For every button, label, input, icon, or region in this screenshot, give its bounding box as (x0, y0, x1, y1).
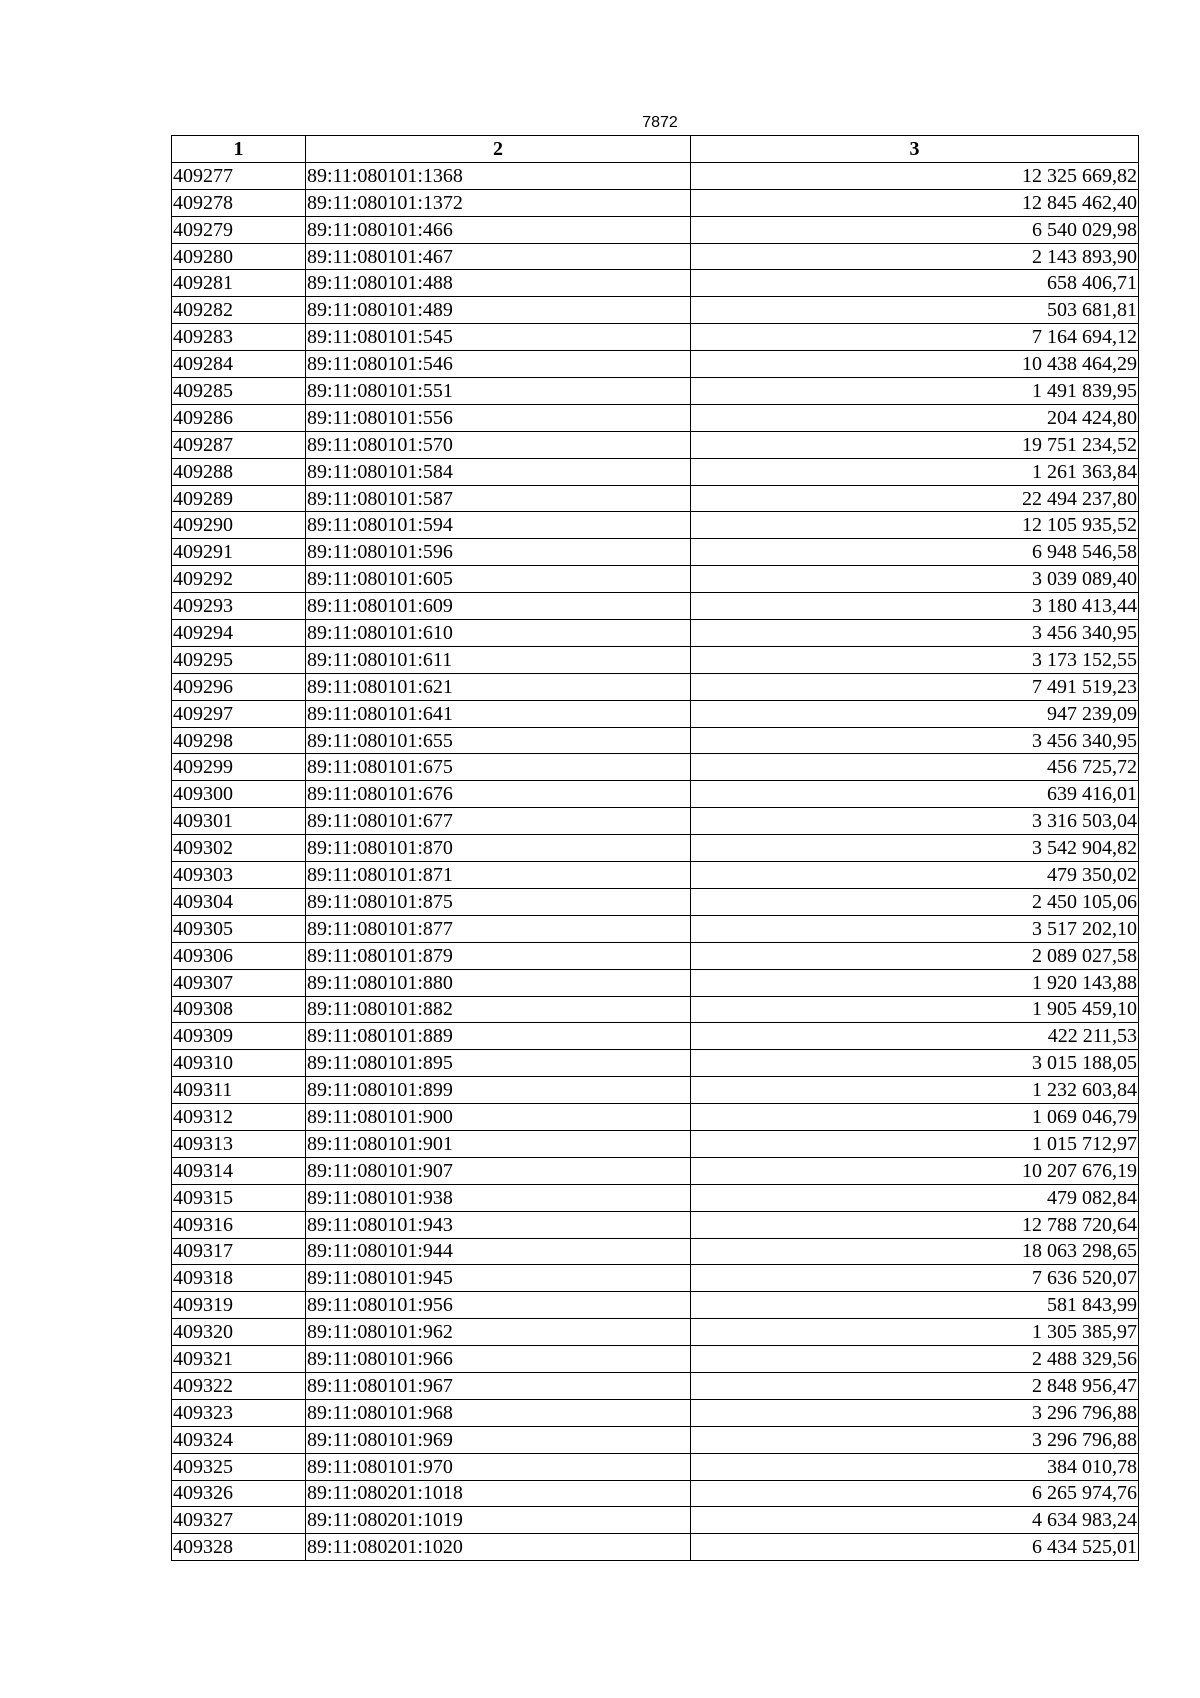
cadastral-number-cell: 89:11:080101:901 (306, 1130, 691, 1157)
column-header-3: 3 (691, 136, 1139, 163)
row-number-cell: 409289 (172, 485, 306, 512)
table-row (172, 297, 1139, 324)
value-cell: 7 491 519,23 (691, 673, 1139, 700)
table-row (172, 1346, 1139, 1373)
cadastral-number-cell: 89:11:080101:879 (306, 942, 691, 969)
row-number-cell: 409293 (172, 593, 306, 620)
row-number-cell: 409277 (172, 162, 306, 189)
table-row (172, 512, 1139, 539)
table-row (172, 378, 1139, 405)
value-cell: 1 920 143,88 (691, 969, 1139, 996)
table-row (172, 404, 1139, 431)
value-cell: 204 424,80 (691, 404, 1139, 431)
table-row (172, 700, 1139, 727)
table-row (172, 324, 1139, 351)
cadastral-number-cell: 89:11:080101:970 (306, 1453, 691, 1480)
value-cell: 7 636 520,07 (691, 1265, 1139, 1292)
cadastral-number-cell: 89:11:080101:655 (306, 727, 691, 754)
table-row (172, 593, 1139, 620)
row-number-cell: 409314 (172, 1157, 306, 1184)
table-row (172, 1050, 1139, 1077)
value-cell: 1 305 385,97 (691, 1319, 1139, 1346)
value-cell: 3 015 188,05 (691, 1050, 1139, 1077)
value-cell: 19 751 234,52 (691, 431, 1139, 458)
table-row (172, 1372, 1139, 1399)
row-number-cell: 409321 (172, 1346, 306, 1373)
row-number-cell: 409301 (172, 808, 306, 835)
table-row (172, 270, 1139, 297)
value-cell: 6 434 525,01 (691, 1534, 1139, 1561)
table-row (172, 942, 1139, 969)
row-number-cell: 409327 (172, 1507, 306, 1534)
table-row (172, 1157, 1139, 1184)
table-row (172, 915, 1139, 942)
row-number-cell: 409299 (172, 754, 306, 781)
row-number-cell: 409304 (172, 888, 306, 915)
cadastral-number-cell: 89:11:080101:1368 (306, 162, 691, 189)
value-cell: 1 232 603,84 (691, 1077, 1139, 1104)
cadastral-number-cell: 89:11:080201:1019 (306, 1507, 691, 1534)
value-cell: 479 350,02 (691, 862, 1139, 889)
value-cell: 1 261 363,84 (691, 458, 1139, 485)
cadastral-number-cell: 89:11:080101:467 (306, 243, 691, 270)
cadastral-number-cell: 89:11:080101:880 (306, 969, 691, 996)
row-number-cell: 409285 (172, 378, 306, 405)
row-number-cell: 409328 (172, 1534, 306, 1561)
cadastral-number-cell: 89:11:080101:605 (306, 566, 691, 593)
row-number-cell: 409279 (172, 216, 306, 243)
value-cell: 3 296 796,88 (691, 1426, 1139, 1453)
value-cell: 384 010,78 (691, 1453, 1139, 1480)
cadastral-number-cell: 89:11:080101:900 (306, 1104, 691, 1131)
table-row (172, 1077, 1139, 1104)
row-number-cell: 409281 (172, 270, 306, 297)
cadastral-number-cell: 89:11:080101:895 (306, 1050, 691, 1077)
row-number-cell: 409307 (172, 969, 306, 996)
row-number-cell: 409310 (172, 1050, 306, 1077)
value-cell: 639 416,01 (691, 781, 1139, 808)
row-number-cell: 409284 (172, 351, 306, 378)
cadastral-number-cell: 89:11:080101:871 (306, 862, 691, 889)
row-number-cell: 409319 (172, 1292, 306, 1319)
cadastral-number-cell: 89:11:080101:596 (306, 539, 691, 566)
row-number-cell: 409315 (172, 1184, 306, 1211)
table-row (172, 1211, 1139, 1238)
value-cell: 2 848 956,47 (691, 1372, 1139, 1399)
cadastral-number-cell: 89:11:080101:956 (306, 1292, 691, 1319)
row-number-cell: 409297 (172, 700, 306, 727)
value-cell: 1 905 459,10 (691, 996, 1139, 1023)
value-cell: 1 069 046,79 (691, 1104, 1139, 1131)
table-row (172, 1265, 1139, 1292)
row-number-cell: 409282 (172, 297, 306, 324)
row-number-cell: 409298 (172, 727, 306, 754)
cadastral-number-cell: 89:11:080101:907 (306, 1157, 691, 1184)
row-number-cell: 409283 (172, 324, 306, 351)
table-row (172, 1319, 1139, 1346)
table-row (172, 888, 1139, 915)
row-number-cell: 409288 (172, 458, 306, 485)
table-row (172, 808, 1139, 835)
cadastral-number-cell: 89:11:080101:870 (306, 835, 691, 862)
cadastral-number-cell: 89:11:080101:584 (306, 458, 691, 485)
table-row (172, 1534, 1139, 1561)
table-row (172, 1104, 1139, 1131)
cadastral-number-cell: 89:11:080101:899 (306, 1077, 691, 1104)
value-cell: 3 316 503,04 (691, 808, 1139, 835)
row-number-cell: 409309 (172, 1023, 306, 1050)
table-row (172, 1292, 1139, 1319)
row-number-cell: 409291 (172, 539, 306, 566)
row-number-cell: 409322 (172, 1372, 306, 1399)
cadastral-number-cell: 89:11:080101:677 (306, 808, 691, 835)
row-number-cell: 409295 (172, 646, 306, 673)
value-cell: 12 105 935,52 (691, 512, 1139, 539)
cadastral-number-cell: 89:11:080101:967 (306, 1372, 691, 1399)
cadastral-number-cell: 89:11:080101:545 (306, 324, 691, 351)
cadastral-number-cell: 89:11:080101:466 (306, 216, 691, 243)
table-row (172, 1238, 1139, 1265)
cadastral-number-cell: 89:11:080101:610 (306, 620, 691, 647)
value-cell: 12 845 462,40 (691, 189, 1139, 216)
value-cell: 4 634 983,24 (691, 1507, 1139, 1534)
value-cell: 3 180 413,44 (691, 593, 1139, 620)
table-row (172, 1453, 1139, 1480)
table-row (172, 351, 1139, 378)
table-row (172, 189, 1139, 216)
cadastral-number-cell: 89:11:080101:546 (306, 351, 691, 378)
value-cell: 2 089 027,58 (691, 942, 1139, 969)
row-number-cell: 409325 (172, 1453, 306, 1480)
table-row (172, 646, 1139, 673)
cadastral-number-cell: 89:11:080201:1018 (306, 1480, 691, 1507)
value-cell: 18 063 298,65 (691, 1238, 1139, 1265)
row-number-cell: 409280 (172, 243, 306, 270)
value-cell: 3 296 796,88 (691, 1399, 1139, 1426)
table-row (172, 1480, 1139, 1507)
cadastral-number-cell: 89:11:080101:945 (306, 1265, 691, 1292)
row-number-cell: 409292 (172, 566, 306, 593)
table-row (172, 754, 1139, 781)
table-row (172, 835, 1139, 862)
cadastral-number-cell: 89:11:080101:944 (306, 1238, 691, 1265)
value-cell: 2 488 329,56 (691, 1346, 1139, 1373)
table-row (172, 458, 1139, 485)
table-row (172, 620, 1139, 647)
row-number-cell: 409306 (172, 942, 306, 969)
value-cell: 6 948 546,58 (691, 539, 1139, 566)
table-row (172, 566, 1139, 593)
value-cell: 7 164 694,12 (691, 324, 1139, 351)
row-number-cell: 409305 (172, 915, 306, 942)
value-cell: 22 494 237,80 (691, 485, 1139, 512)
cadastral-number-cell: 89:11:080101:889 (306, 1023, 691, 1050)
cadastral-number-cell: 89:11:080101:943 (306, 1211, 691, 1238)
column-header-1: 1 (172, 136, 306, 163)
row-number-cell: 409302 (172, 835, 306, 862)
cadastral-number-cell: 89:11:080101:676 (306, 781, 691, 808)
value-cell: 3 173 152,55 (691, 646, 1139, 673)
cadastral-number-cell: 89:11:080101:875 (306, 888, 691, 915)
value-cell: 1 491 839,95 (691, 378, 1139, 405)
table-row (172, 996, 1139, 1023)
cadastral-number-cell: 89:11:080101:609 (306, 593, 691, 620)
row-number-cell: 409278 (172, 189, 306, 216)
value-cell: 10 438 464,29 (691, 351, 1139, 378)
cadastral-number-cell: 89:11:080101:968 (306, 1399, 691, 1426)
cadastral-number-cell: 89:11:080101:962 (306, 1319, 691, 1346)
value-cell: 6 540 029,98 (691, 216, 1139, 243)
cadastral-number-cell: 89:11:080101:969 (306, 1426, 691, 1453)
row-number-cell: 409313 (172, 1130, 306, 1157)
row-number-cell: 409318 (172, 1265, 306, 1292)
row-number-cell: 409324 (172, 1426, 306, 1453)
value-cell: 2 143 893,90 (691, 243, 1139, 270)
row-number-cell: 409323 (172, 1399, 306, 1426)
value-cell: 947 239,09 (691, 700, 1139, 727)
row-number-cell: 409308 (172, 996, 306, 1023)
cadastral-number-cell: 89:11:080101:587 (306, 485, 691, 512)
cadastral-number-cell: 89:11:080101:621 (306, 673, 691, 700)
row-number-cell: 409286 (172, 404, 306, 431)
table-row (172, 1426, 1139, 1453)
table-row (172, 969, 1139, 996)
registry-table (171, 135, 1139, 1561)
value-cell: 3 542 904,82 (691, 835, 1139, 862)
table-row (172, 1130, 1139, 1157)
value-cell: 12 325 669,82 (691, 162, 1139, 189)
value-cell: 581 843,99 (691, 1292, 1139, 1319)
table-row (172, 1507, 1139, 1534)
page-number: 7872 (642, 114, 678, 131)
value-cell: 2 450 105,06 (691, 888, 1139, 915)
row-number-cell: 409287 (172, 431, 306, 458)
value-cell: 6 265 974,76 (691, 1480, 1139, 1507)
row-number-cell: 409294 (172, 620, 306, 647)
table-row (172, 162, 1139, 189)
cadastral-number-cell: 89:11:080101:556 (306, 404, 691, 431)
row-number-cell: 409317 (172, 1238, 306, 1265)
row-number-cell: 409296 (172, 673, 306, 700)
value-cell: 10 207 676,19 (691, 1157, 1139, 1184)
cadastral-number-cell: 89:11:080201:1020 (306, 1534, 691, 1561)
cadastral-number-cell: 89:11:080101:551 (306, 378, 691, 405)
cadastral-number-cell: 89:11:080101:641 (306, 700, 691, 727)
value-cell: 12 788 720,64 (691, 1211, 1139, 1238)
cadastral-number-cell: 89:11:080101:877 (306, 915, 691, 942)
cadastral-number-cell: 89:11:080101:1372 (306, 189, 691, 216)
table-row (172, 431, 1139, 458)
cadastral-number-cell: 89:11:080101:938 (306, 1184, 691, 1211)
value-cell: 1 015 712,97 (691, 1130, 1139, 1157)
row-number-cell: 409303 (172, 862, 306, 889)
value-cell: 3 039 089,40 (691, 566, 1139, 593)
cadastral-number-cell: 89:11:080101:489 (306, 297, 691, 324)
row-number-cell: 409312 (172, 1104, 306, 1131)
cadastral-number-cell: 89:11:080101:570 (306, 431, 691, 458)
cadastral-number-cell: 89:11:080101:488 (306, 270, 691, 297)
value-cell: 503 681,81 (691, 297, 1139, 324)
table-row (172, 216, 1139, 243)
row-number-cell: 409320 (172, 1319, 306, 1346)
value-cell: 479 082,84 (691, 1184, 1139, 1211)
cadastral-number-cell: 89:11:080101:966 (306, 1346, 691, 1373)
column-header-2: 2 (306, 136, 691, 163)
value-cell: 3 456 340,95 (691, 727, 1139, 754)
table-row (172, 1184, 1139, 1211)
value-cell: 456 725,72 (691, 754, 1139, 781)
table-row (172, 1399, 1139, 1426)
table-row (172, 673, 1139, 700)
table-body (172, 162, 1139, 1560)
table-row (172, 727, 1139, 754)
value-cell: 3 517 202,10 (691, 915, 1139, 942)
row-number-cell: 409316 (172, 1211, 306, 1238)
cadastral-number-cell: 89:11:080101:882 (306, 996, 691, 1023)
table-row (172, 862, 1139, 889)
row-number-cell: 409326 (172, 1480, 306, 1507)
cadastral-number-cell: 89:11:080101:675 (306, 754, 691, 781)
cadastral-number-cell: 89:11:080101:594 (306, 512, 691, 539)
table-row (172, 781, 1139, 808)
row-number-cell: 409290 (172, 512, 306, 539)
cadastral-number-cell: 89:11:080101:611 (306, 646, 691, 673)
table-row (172, 1023, 1139, 1050)
value-cell: 658 406,71 (691, 270, 1139, 297)
header-row (172, 136, 1139, 163)
row-number-cell: 409300 (172, 781, 306, 808)
row-number-cell: 409311 (172, 1077, 306, 1104)
table-row (172, 485, 1139, 512)
table-row (172, 243, 1139, 270)
value-cell: 3 456 340,95 (691, 620, 1139, 647)
table-row (172, 539, 1139, 566)
value-cell: 422 211,53 (691, 1023, 1139, 1050)
